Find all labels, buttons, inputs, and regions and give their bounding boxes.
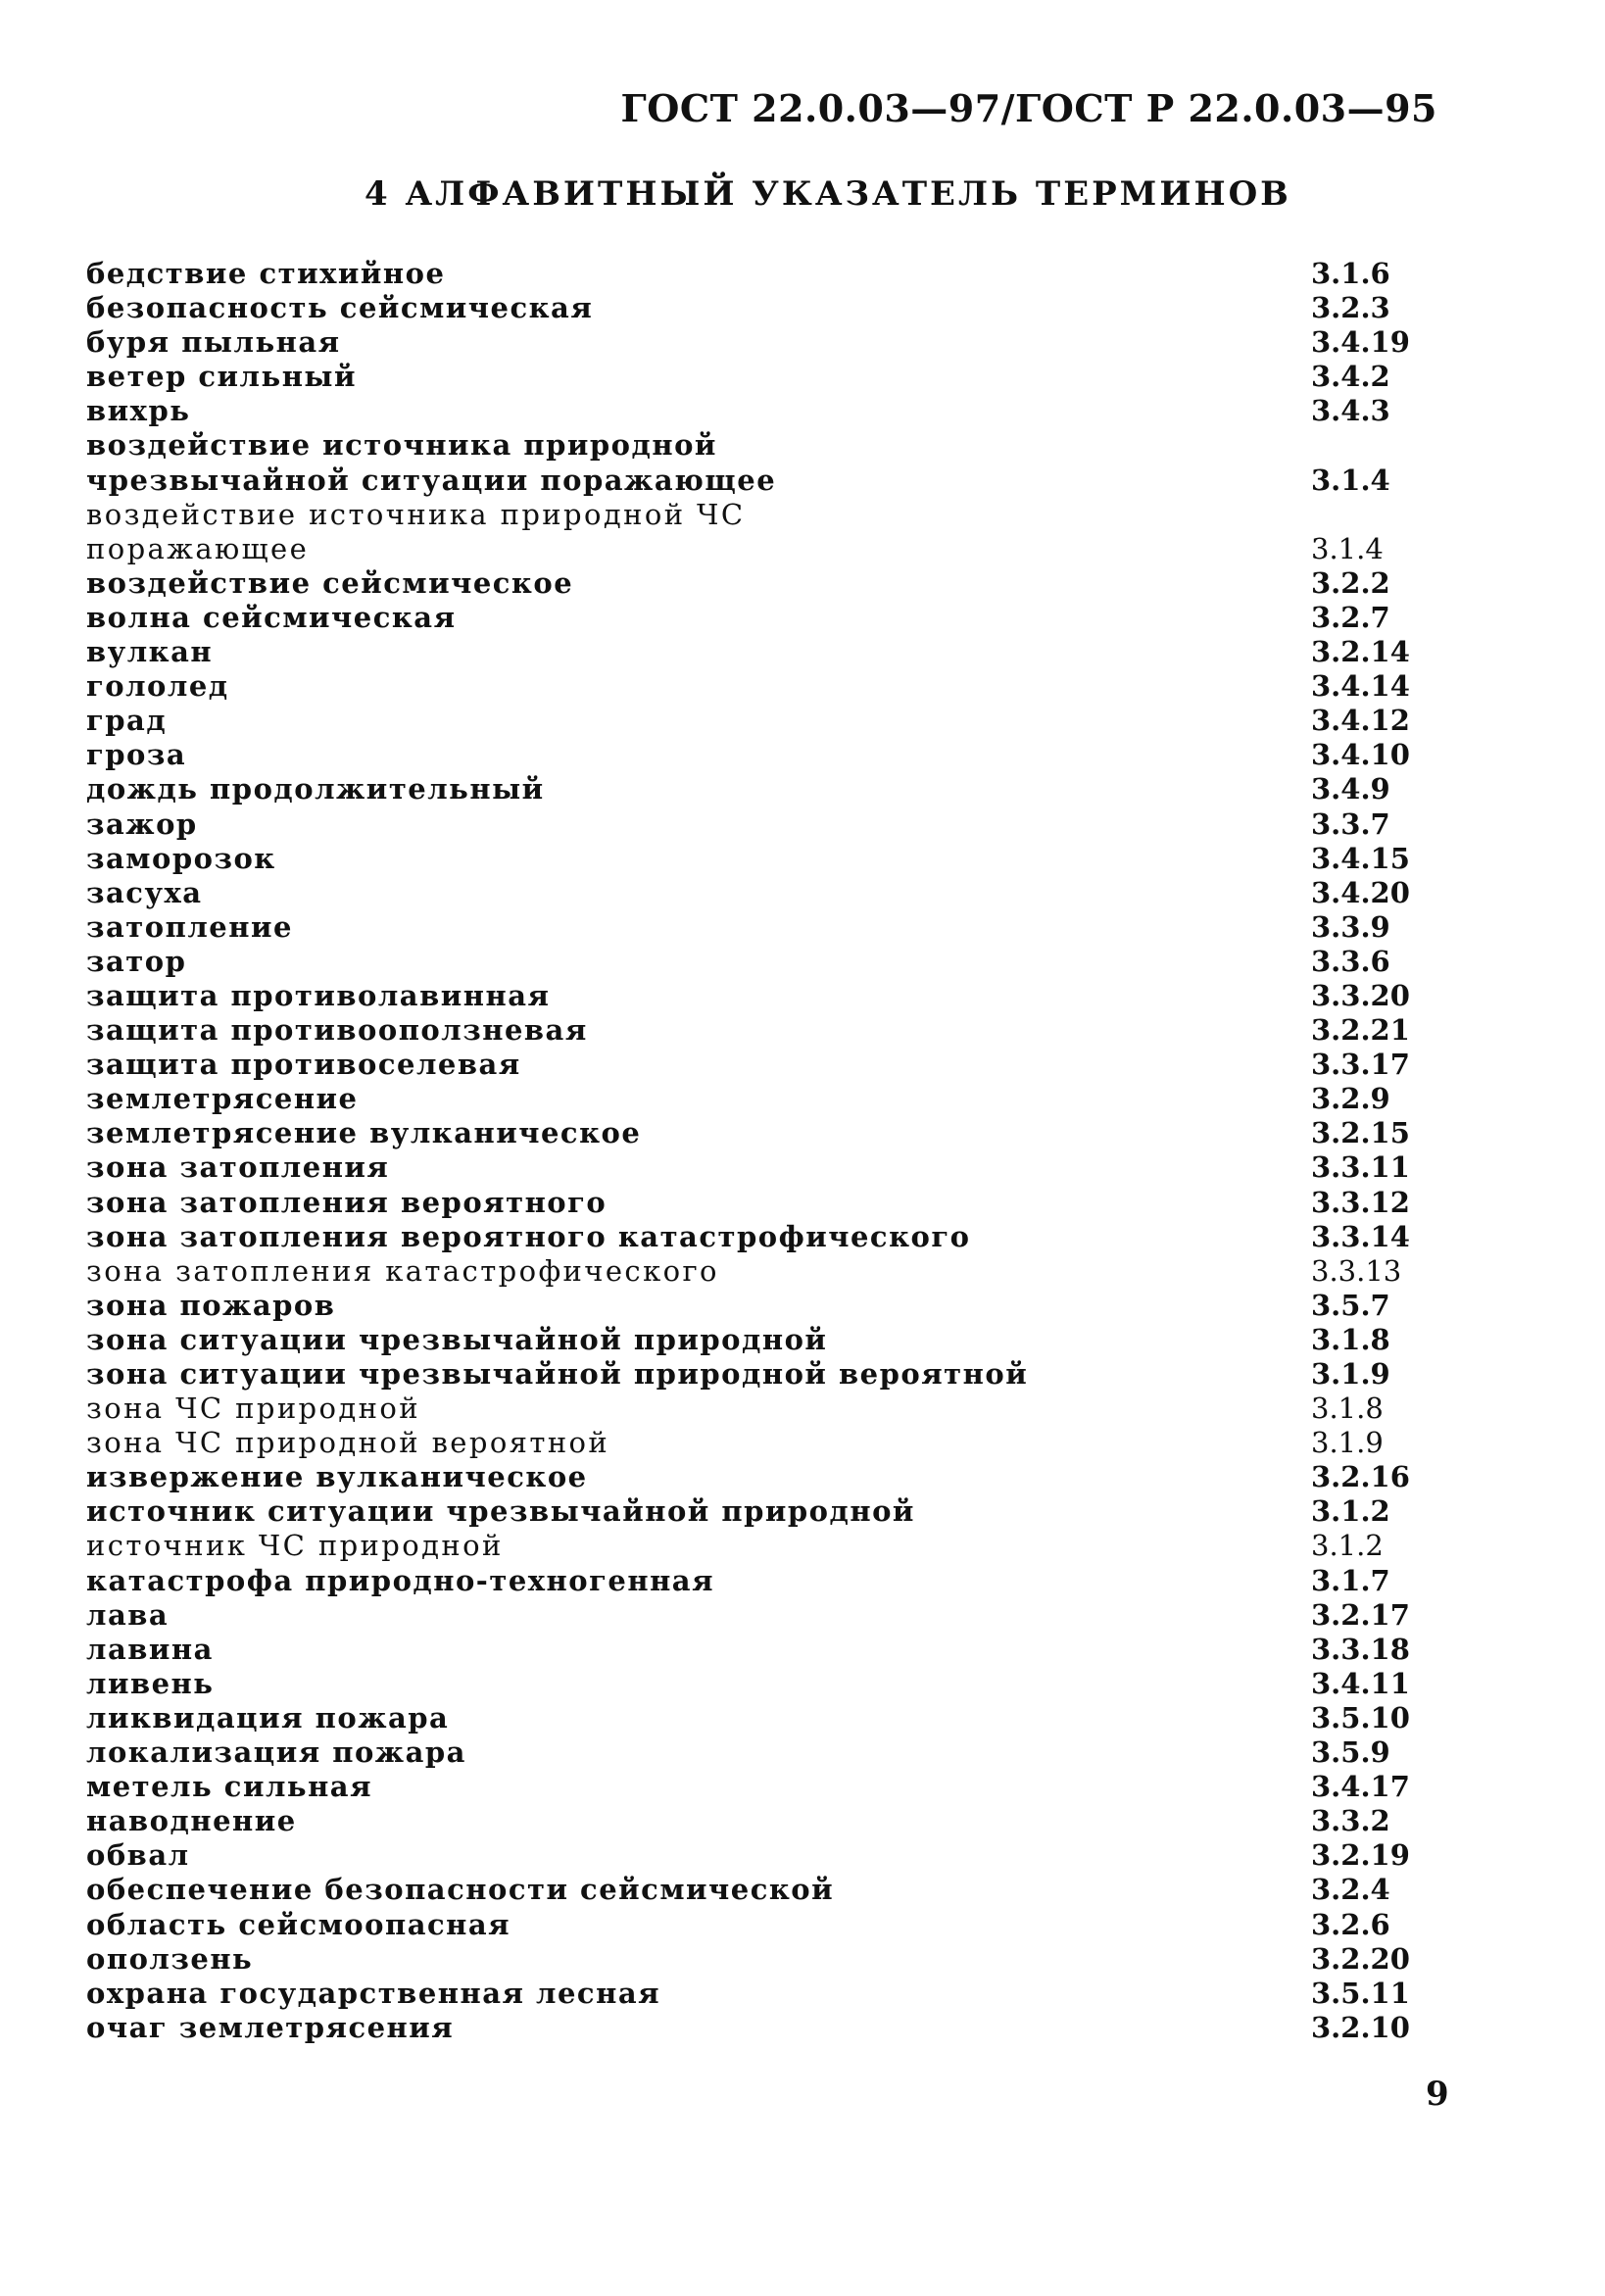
index-ref: 3.1.6 — [1311, 257, 1390, 290]
index-term: землетрясение вулканическое — [86, 1116, 642, 1150]
index-entry — [86, 979, 1438, 1013]
index-ref: 3.3.11 — [1311, 1150, 1410, 1185]
index-entry — [86, 1220, 1438, 1254]
index-entry — [86, 738, 1438, 772]
index-entry — [86, 1701, 1438, 1735]
index-term: оползень — [86, 1941, 254, 1976]
index-entry — [86, 1804, 1438, 1838]
index-entry — [86, 1942, 1438, 1977]
index-ref: 3.5.10 — [1311, 1700, 1410, 1734]
index-entry — [86, 1460, 1438, 1494]
index-term: очаг землетрясения — [86, 2010, 455, 2044]
index-entry — [86, 1116, 1438, 1150]
index-entry — [86, 772, 1438, 806]
index-ref: 3.2.6 — [1311, 1907, 1390, 1941]
index-entry — [86, 1667, 1438, 1701]
index-term: зона затопления вероятного — [86, 1185, 608, 1219]
index-term: воздействие сейсмическое — [86, 565, 574, 600]
index-entry — [86, 1494, 1438, 1529]
term-index-list — [86, 257, 1438, 2045]
index-ref: 3.1.8 — [1311, 1322, 1390, 1356]
index-term: зона затопления катастрофического — [86, 1253, 719, 1288]
index-entry — [86, 1633, 1438, 1667]
index-ref: 3.3.20 — [1311, 978, 1410, 1012]
index-entry — [86, 1770, 1438, 1804]
index-ref: 3.4.15 — [1311, 841, 1410, 875]
index-entry — [86, 1150, 1438, 1185]
index-term: наводнение — [86, 1804, 297, 1838]
index-ref: 3.4.14 — [1311, 669, 1410, 704]
index-entry — [86, 1529, 1438, 1563]
index-entry — [86, 842, 1438, 876]
index-entry — [86, 1013, 1438, 1048]
index-term: град — [86, 704, 168, 738]
index-ref: 3.2.9 — [1311, 1082, 1390, 1116]
index-ref: 3.3.9 — [1311, 909, 1390, 944]
index-ref: 3.2.16 — [1311, 1460, 1410, 1494]
index-ref: 3.4.19 — [1311, 325, 1410, 360]
index-ref: 3.3.2 — [1311, 1804, 1390, 1838]
index-term: защита противолавинная — [86, 978, 551, 1012]
index-ref: 3.2.20 — [1311, 1941, 1410, 1976]
index-entry — [86, 635, 1438, 669]
index-term: дождь продолжительный — [86, 772, 545, 806]
index-term: лава — [86, 1597, 170, 1632]
index-ref: 3.4.9 — [1311, 772, 1390, 806]
index-term: защита противоселевая — [86, 1048, 521, 1082]
index-term: ливень — [86, 1666, 215, 1700]
index-term: чрезвычайной ситуации поражающее — [86, 463, 777, 497]
index-term: обеспечение безопасности сейсмической — [86, 1873, 835, 1907]
index-term: затопление — [86, 909, 293, 944]
index-term: вихрь — [86, 394, 191, 428]
index-term: зона затопления вероятного катастрофического — [86, 1219, 971, 1253]
index-entry — [86, 2011, 1438, 2045]
index-term: зона затопления — [86, 1150, 390, 1185]
index-ref: 3.2.7 — [1311, 600, 1390, 634]
index-ref: 3.3.13 — [1311, 1253, 1402, 1288]
index-entry — [86, 1838, 1438, 1873]
index-ref: 3.3.14 — [1311, 1219, 1410, 1253]
index-term: охрана государственная лесная — [86, 1976, 661, 2010]
index-ref: 3.4.17 — [1311, 1770, 1410, 1804]
index-term: катастрофа природно-техногенная — [86, 1563, 715, 1597]
index-ref: 3.1.2 — [1311, 1529, 1384, 1563]
index-entry — [86, 1323, 1438, 1357]
index-ref: 3.5.11 — [1311, 1976, 1410, 2010]
index-ref: 3.5.7 — [1311, 1288, 1390, 1322]
index-ref: 3.5.9 — [1311, 1735, 1390, 1770]
index-entry — [86, 532, 1438, 566]
index-entry — [86, 1735, 1438, 1770]
index-ref: 3.4.2 — [1311, 360, 1390, 394]
index-ref: 3.4.10 — [1311, 738, 1410, 772]
index-term: заморозок — [86, 841, 276, 875]
index-ref: 3.4.12 — [1311, 704, 1410, 738]
index-ref: 3.1.9 — [1311, 1426, 1384, 1460]
index-entry — [86, 910, 1438, 945]
index-term: затор — [86, 944, 187, 978]
index-term: поражающее — [86, 531, 310, 565]
index-ref: 3.2.15 — [1311, 1116, 1410, 1150]
index-term: зона пожаров — [86, 1288, 336, 1322]
index-ref: 3.1.4 — [1311, 463, 1390, 497]
document-header: ГОСТ 22.0.03—97/ГОСТ Р 22.0.03—95 — [620, 86, 1437, 130]
index-entry — [86, 1598, 1438, 1633]
index-ref: 3.4.20 — [1311, 875, 1410, 909]
index-entry — [86, 394, 1438, 428]
index-term: волна сейсмическая — [86, 600, 457, 634]
index-ref: 3.3.7 — [1311, 806, 1390, 841]
index-ref: 3.1.2 — [1311, 1494, 1390, 1529]
index-term: извержение вулканическое — [86, 1460, 588, 1494]
index-entry — [86, 1908, 1438, 1942]
index-ref: 3.1.9 — [1311, 1357, 1390, 1391]
index-term: буря пыльная — [86, 325, 341, 360]
index-ref: 3.2.3 — [1311, 291, 1390, 325]
index-ref: 3.1.7 — [1311, 1563, 1390, 1597]
index-entry — [86, 669, 1438, 704]
index-entry — [86, 428, 1438, 463]
index-term: защита противооползневая — [86, 1013, 588, 1048]
index-entry — [86, 1082, 1438, 1116]
index-term: воздействие источника природной — [86, 428, 717, 463]
index-entry — [86, 1186, 1438, 1220]
index-term: гроза — [86, 738, 187, 772]
index-term: зона ситуации чрезвычайной природной — [86, 1322, 828, 1356]
index-entry — [86, 1357, 1438, 1392]
index-entry — [86, 1564, 1438, 1598]
index-ref: 3.2.14 — [1311, 635, 1410, 669]
index-term: источник ЧС природной — [86, 1529, 504, 1563]
index-entry — [86, 1048, 1438, 1082]
index-entry — [86, 1254, 1438, 1289]
index-ref: 3.4.11 — [1311, 1666, 1410, 1700]
index-term: зона ЧС природной — [86, 1392, 420, 1426]
index-entry — [86, 945, 1438, 979]
index-entry — [86, 464, 1438, 498]
section-title: 4 АЛФАВИТНЫЙ УКАЗАТЕЛЬ ТЕРМИНОВ — [365, 174, 1291, 214]
index-entry — [86, 807, 1438, 842]
index-term: ликвидация пожара — [86, 1700, 450, 1734]
index-entry — [86, 876, 1438, 910]
index-term: ветер сильный — [86, 360, 357, 394]
index-entry — [86, 704, 1438, 738]
index-entry — [86, 291, 1438, 325]
index-term: зона ЧС природной вероятной — [86, 1426, 610, 1460]
index-entry — [86, 257, 1438, 291]
index-term: метель сильная — [86, 1770, 373, 1804]
index-term: лавина — [86, 1632, 214, 1666]
index-term: область сейсмоопасная — [86, 1907, 511, 1941]
index-term: воздействие источника природной ЧС — [86, 497, 746, 531]
index-entry — [86, 325, 1438, 360]
page-number: 9 — [1426, 2075, 1449, 2114]
index-ref: 3.1.4 — [1311, 531, 1384, 565]
index-term: источник ситуации чрезвычайной природной — [86, 1494, 915, 1529]
index-ref: 3.3.18 — [1311, 1632, 1410, 1666]
index-ref: 3.2.21 — [1311, 1013, 1410, 1048]
index-entry — [86, 498, 1438, 532]
index-term: безопасность сейсмическая — [86, 291, 594, 325]
index-ref: 3.2.4 — [1311, 1873, 1390, 1907]
index-term: локализация пожара — [86, 1735, 466, 1770]
index-term: засуха — [86, 875, 203, 909]
index-entry — [86, 1426, 1438, 1460]
index-ref: 3.4.3 — [1311, 394, 1390, 428]
index-ref: 3.2.19 — [1311, 1838, 1410, 1873]
index-entry — [86, 1873, 1438, 1907]
index-ref: 3.1.8 — [1311, 1392, 1384, 1426]
index-ref: 3.2.17 — [1311, 1597, 1410, 1632]
index-term: землетрясение — [86, 1082, 359, 1116]
index-entry — [86, 601, 1438, 635]
index-term: гололед — [86, 669, 229, 704]
index-ref: 3.3.17 — [1311, 1048, 1410, 1082]
index-ref: 3.2.10 — [1311, 2010, 1410, 2044]
index-ref: 3.3.12 — [1311, 1185, 1410, 1219]
index-term: бедствие стихийное — [86, 257, 446, 290]
index-term: обвал — [86, 1838, 190, 1873]
index-ref: 3.3.6 — [1311, 944, 1390, 978]
index-entry — [86, 1289, 1438, 1323]
index-entry — [86, 360, 1438, 394]
index-term: зажор — [86, 806, 198, 841]
index-entry — [86, 566, 1438, 601]
index-term: вулкан — [86, 635, 214, 669]
index-term: зона ситуации чрезвычайной природной вероятной — [86, 1357, 1029, 1391]
index-ref: 3.2.2 — [1311, 565, 1390, 600]
index-entry — [86, 1392, 1438, 1426]
index-entry — [86, 1977, 1438, 2011]
